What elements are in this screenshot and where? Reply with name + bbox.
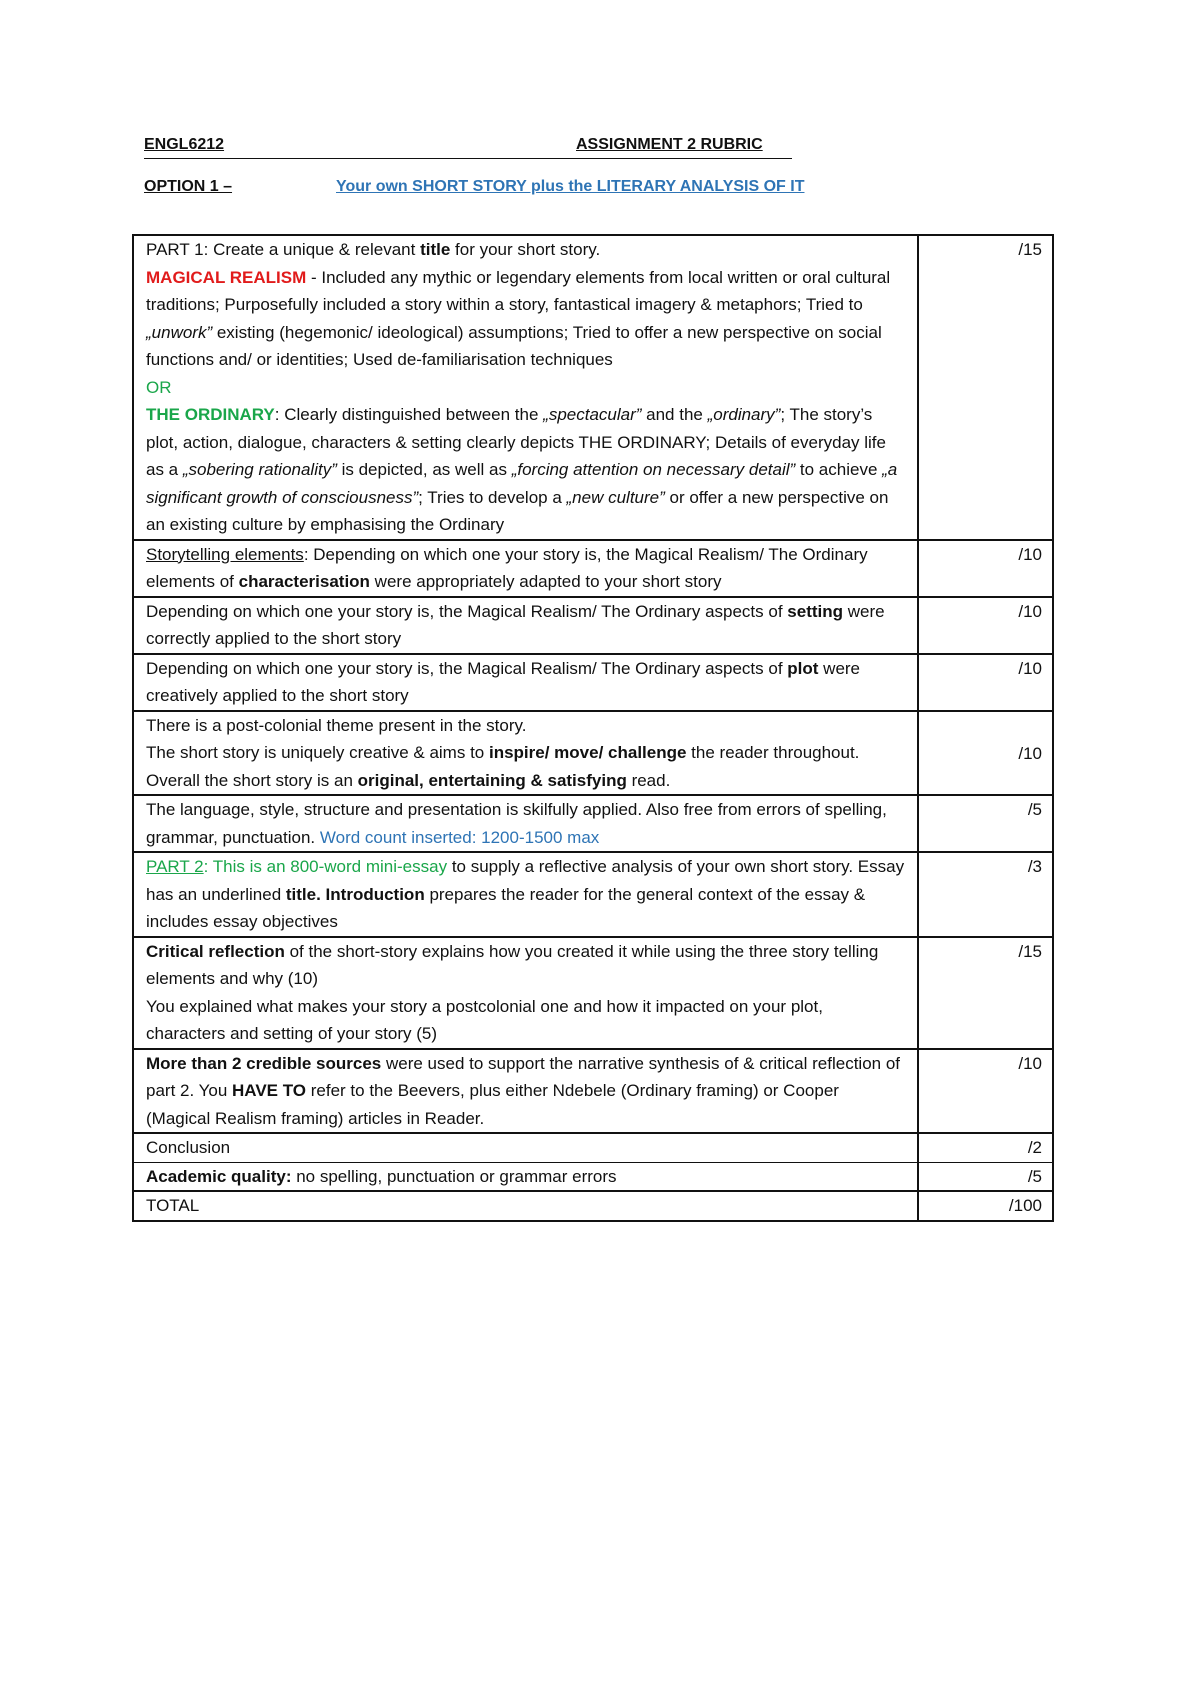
criterion-text: „unwork” (146, 322, 213, 342)
criterion-text: were used to support the narrative synthesis of & critical reflection of part 2. You (146, 1053, 900, 1100)
criterion-text: : Clearly distinguished between the (274, 405, 544, 424)
criterion-text: - Included any mythic or legendary elements from local written or oral cultural traditions; Purposefully included a story within a story, fantastical imagery & metaphors; Tried to (146, 267, 891, 314)
criterion-text: You explained what makes your story a postcolonial one and how it impacted on your plot, characters and setting of your story (5) (146, 996, 823, 1043)
criterion-cell (133, 1049, 918, 1134)
criterion-text: The short story is uniquely creative & aims to (146, 743, 489, 762)
criterion-text: „a significant growth of consciousness” (146, 460, 898, 507)
criterion-text: to achieve (795, 460, 883, 479)
score-cell: /10 (918, 1049, 1053, 1134)
criterion-text: „spectacular” (543, 405, 642, 424)
criterion-text: „sobering rationality” (182, 460, 337, 479)
criterion-text: were correctly applied to the short story (146, 601, 885, 648)
criterion-text: refer to the Beevers, plus either Ndebele (Ordinary framing) or Cooper (Magical Realism framing) articles in Reader. (146, 1081, 839, 1128)
score-cell: /10 (918, 597, 1053, 654)
header-row (144, 136, 792, 160)
criterion-text: „ordinary” (707, 405, 781, 424)
score-cell: /2 (918, 1133, 1053, 1162)
criterion-cell (133, 852, 918, 937)
option-title: Your own SHORT STORY plus the LITERARY ANALYSIS OF IT (336, 178, 805, 195)
criterion-text: „new culture” (566, 487, 665, 507)
criterion-text: of the short-story explains how you created it while using the three story telling elements and why (10) (146, 941, 879, 988)
criterion-text: : This is an 800-word mini-essay (203, 857, 448, 876)
criterion-cell (133, 235, 918, 540)
criterion-text: setting (787, 601, 844, 621)
score-cell: /10 (918, 540, 1053, 597)
score-cell: /10 (918, 711, 1053, 796)
option-label: OPTION 1 – (144, 178, 233, 195)
criterion-text: were creatively applied to the short story (146, 658, 861, 705)
criterion-text: no spelling, punctuation or grammar errors (291, 1166, 617, 1186)
course-code: ENGL6212 (144, 136, 225, 153)
criterion-text: title. Introduction (285, 884, 425, 904)
criterion-text: More than 2 credible sources (146, 1053, 382, 1073)
criterion-text: : Depending on which one your story is, the Magical Realism/ The Ordinary elements of (146, 544, 868, 591)
part2-label: PART 2 (146, 857, 204, 876)
rubric-table (132, 234, 1054, 1222)
score-cell: /3 (918, 852, 1053, 937)
table-row (133, 1049, 1053, 1134)
criterion-text: „forcing attention on necessary detail” (511, 460, 796, 479)
header-underline (144, 158, 792, 159)
criterion-cell: Conclusion (133, 1133, 918, 1162)
criterion-cell (133, 711, 918, 796)
criterion-text: prepares the reader for the general context of the essay & includes essay objectives (146, 884, 866, 931)
table-row (133, 1191, 1053, 1221)
criterion-text: the reader throughout. (686, 743, 860, 762)
criterion-text: were appropriately adapted to your short story (369, 572, 722, 591)
criterion-cell (133, 1162, 918, 1191)
criterion-cell (133, 795, 918, 852)
criterion-text: characterisation (238, 572, 370, 591)
total-score: /100 (918, 1191, 1053, 1221)
table-row (133, 852, 1053, 937)
table-row (133, 235, 1053, 540)
score-cell: /5 (918, 795, 1053, 852)
criterion-text: plot (787, 658, 819, 678)
criterion-cell (133, 654, 918, 711)
criterion-text: original, entertaining & satisfying (357, 770, 627, 790)
criterion-cell (133, 597, 918, 654)
score-cell: /15 (918, 235, 1053, 540)
criterion-text: read. (626, 770, 671, 790)
option-row (144, 178, 805, 202)
criterion-text: Academic quality: (146, 1166, 292, 1186)
criterion-text: existing (hegemonic/ ideological) assumptions; Tried to offer a new perspective on social functions and/ or identities; Used de-familiarisation techniques (146, 322, 882, 369)
criterion-text: PART 1: Create a unique & relevant (146, 240, 421, 259)
score-cell: /15 (918, 937, 1053, 1049)
criterion-cell (133, 540, 918, 597)
criterion-text: The language, style, structure and presentation is skilfully applied. Also free from errors of spelling, grammar, punctuation. (146, 800, 887, 847)
criterion-text: to supply a reflective analysis of your own short story. Essay has an underlined (146, 857, 905, 904)
criterion-text: Critical reflection (146, 941, 285, 961)
criterion-text: ; The story’s plot, action, dialogue, characters & setting clearly depicts THE ORDINARY; Details of everyday life as a (146, 405, 886, 479)
score-cell: /10 (918, 654, 1053, 711)
score-cell: /5 (918, 1162, 1053, 1191)
word-count-note: Word count inserted: 1200-1500 max (319, 827, 600, 847)
total-label: TOTAL (133, 1191, 918, 1221)
ordinary-label: THE ORDINARY (146, 405, 275, 424)
table-row (133, 597, 1053, 654)
criterion-text: Storytelling elements (146, 544, 304, 564)
criterion-text: and the (641, 405, 708, 424)
magical-realism-label: MAGICAL REALISM (146, 267, 307, 287)
table-row (133, 937, 1053, 1049)
criterion-text: Overall the short story is an (146, 770, 358, 790)
table-row (133, 540, 1053, 597)
criterion-text: There is a post-colonial theme present in the story. (146, 715, 527, 735)
table-row (133, 654, 1053, 711)
criterion-text: or offer a new perspective on an existing culture by emphasising the Ordinary (146, 487, 889, 534)
criterion-text: title (420, 240, 451, 259)
criterion-cell (133, 937, 918, 1049)
criterion-text: Depending on which one your story is, the Magical Realism/ The Ordinary aspects of (146, 601, 788, 621)
criterion-text: ; Tries to develop a (418, 487, 567, 507)
criterion-text: for your short story. (450, 240, 601, 259)
criterion-text: HAVE TO (232, 1081, 307, 1100)
table-row (133, 795, 1053, 852)
table-row (133, 711, 1053, 796)
criterion-text: Depending on which one your story is, the Magical Realism/ The Ordinary aspects of (146, 658, 788, 678)
or-label: OR (146, 377, 172, 397)
criterion-text: is depicted, as well as (336, 460, 512, 479)
assignment-title: ASSIGNMENT 2 RUBRIC (576, 136, 763, 153)
table-row (133, 1133, 1053, 1162)
table-row (133, 1162, 1053, 1191)
criterion-text: inspire/ move/ challenge (488, 743, 687, 762)
